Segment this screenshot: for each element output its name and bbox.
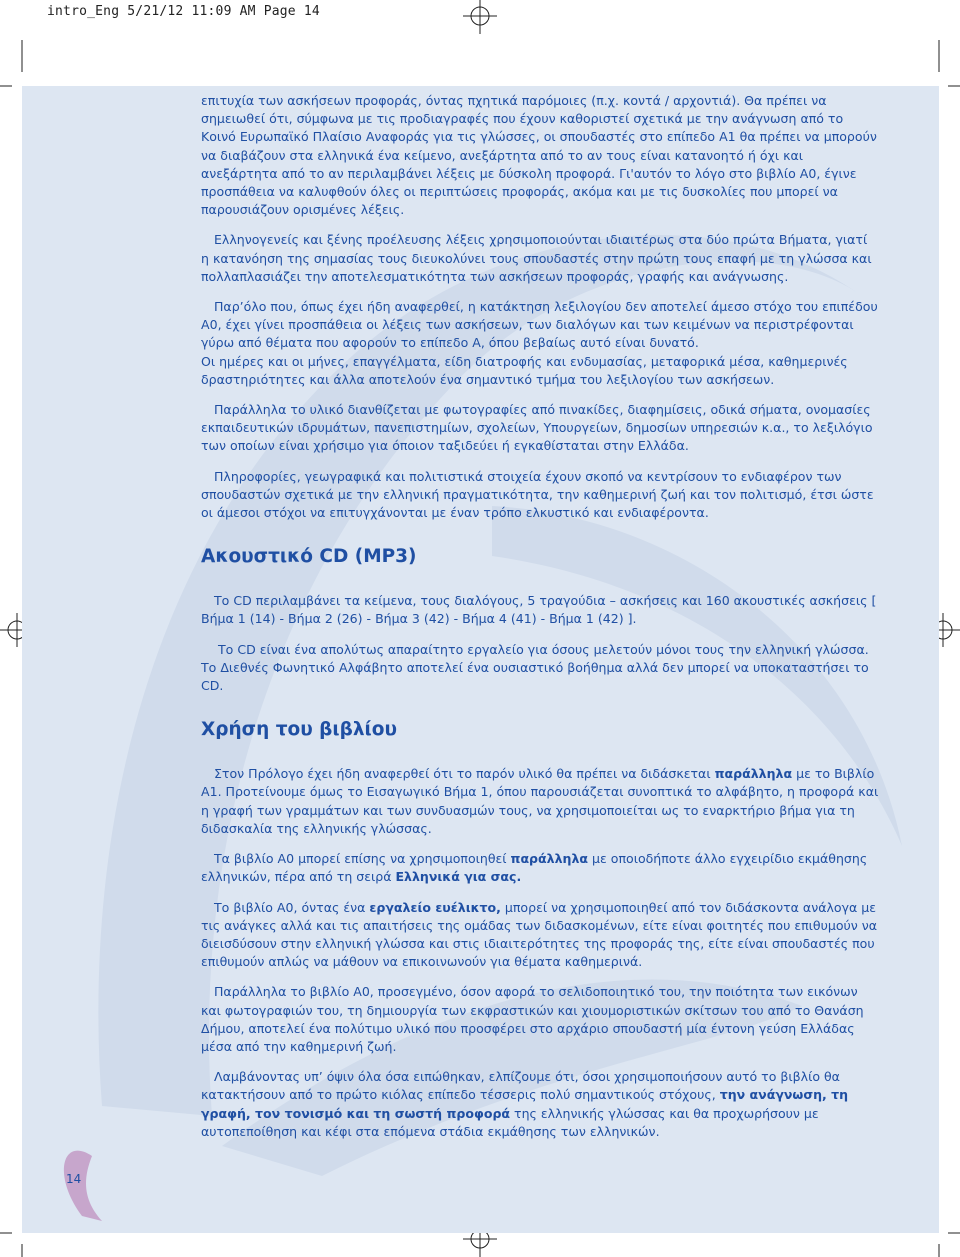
paragraph-cd-importance: Το CD είναι ένα απολύτως απαραίτητο εργαλείο για όσους μελετούν μόνοι τους την ελληνική γλώσσα. Το Διεθνές Φωνητικό Αλφάβητο αποτελεί ένα ουσιαστικό βοήθημα αλλά δεν μπορεί να υποκαταστήσει το CD. xyxy=(201,641,869,694)
heading-audio-cd: Ακουστικό CD (MP3) xyxy=(201,546,417,568)
body-text xyxy=(201,92,879,1153)
paragraph-usage-1: Στον Πρόλογο έχει ήδη αναφερθεί ότι το παρόν υλικό θα πρέπει να διδάσκεται παράλληλα με το Βιβλίο Α1. Προτείνουμε όμως το Εισαγωγικό Βήμα 1, όπου παρουσιάζεται συνοπτικά το αλφάβητο, η προφορά και η γραφή των γραμμάτων και των συνδυασμών τους, να χρησιμοποιείται ως το εναρκτήριο βήμα για τη διδασκαλία της ελληνικής γλώσσας. xyxy=(201,766,879,836)
print-slug: intro_Eng 5/21/12 11:09 AM Page 14 xyxy=(47,4,320,19)
paragraph-vocabulary: Παρ’όλο που, όπως έχει ήδη αναφερθεί, η κατάκτηση λεξιλογίου δεν αποτελεί άμεσο στόχο του επιπέδου Α0, έχει γίνει προσπάθεια οι λέξεις των ασκήσεων, των διαλόγων και των κειμένων να περιστρέφονται γύρω από θέματα που αφορούν το επίπεδο Α, όπου βεβαίως αυτό είναι δυνατό. xyxy=(201,299,878,351)
paragraph-photos: Παράλληλα το υλικό διανθίζεται με φωτογραφίες από πινακίδες, διαφημίσεις, οδικά σήματα, ονομασίες εκπαιδευτικών ιδρυμάτων, πανεπιστημίων, σχολείων, Υπουργείων, δημοσίων υπηρεσιών κ.α., το λεξιλόγιο των οποίων είναι χρήσιμο για όποιον ταξιδεύει ή εγκαθίσταται στην Ελλάδα. xyxy=(201,402,873,454)
paragraph-cd-contents: Το CD περιλαμβάνει τα κείμενα, τους διαλόγους, 5 τραγούδια – ασκήσεις και 160 ακουστικές ασκήσεις [ Βήμα 1 (14) - Βήμα 2 (26) - Βήμα 3 (42) - Βήμα 4 (41) - Βήμα 1 (42) ]. xyxy=(201,593,877,627)
paragraph-culture: Πληροφορίες, γεωγραφικά και πολιτιστικά στοιχεία έχουν σκοπό να κεντρίσουν το ενδιαφέρον των σπουδαστών σχετικά με την ελληνική πραγματικότητα, την καθημερινή ζωή και τον πολιτισμό, έτσι ώστε οι άμεσοι στόχοι να επιτυγχάνονται με έναν τρόπο ελκυστικό και ενδιαφέροντα. xyxy=(201,468,874,521)
paragraph-usage-3: Το βιβλίο Α0, όντας ένα εργαλείο ευέλικτο, μπορεί να χρησιμοποιηθεί από τον διδάσκοντα ανάλογα με τις ανάγκες αλλά και τις απαιτήσεις της ομάδας των διδασκομένων, είτε είναι φοιτητές που επιθυμούν να διεισδύσουν στην ελληνική γλώσσα και στις ιδιαιτερότητες της προφοράς της, είτε είναι σπουδαστές που επιθυμούν απλώς να μάθουν να επικοινωνούν για θέματα καθημερινά. xyxy=(201,899,878,970)
paragraph-vocabulary-topics: Οι ημέρες και οι μήνες, επαγγέλματα, είδη διατροφής και ενδυμασίας, μεταφορικά μέσα, καθημερινές δραστηριότητες και άλλα αποτελούν ένα σημαντικό τμήμα του λεξιλογίου των ασκήσεων. xyxy=(201,353,848,387)
paragraph-usage-5: Λαμβάνοντας υπ’ όψιν όλα όσα ειπώθηκαν, ελπίζουμε ότι, όσοι χρησιμοποιήσουν αυτό το βιβλίο θα κατακτήσουν από το πρώτο κιόλας επίπεδο τέσσερις πολύ σημαντικούς στόχους, την ανάγνωση, τη γραφή, τον τονισμό και τη σωστή προφορά της ελληνικής γλώσσας και θα προχωρήσουν με αυτοπεποίθηση και κέφι στα επόμενα στάδια εκμάθησης των ελληνικών. xyxy=(201,1069,849,1139)
heading-book-usage: Χρήση του βιβλίου xyxy=(201,719,397,741)
paragraph-usage-2: Τα βιβλίο Α0 μπορεί επίσης να χρησιμοποιηθεί παράλληλα με οποιοδήποτε άλλο εγχειρίδιο εκμάθησης ελληνικών, πέρα από τη σειρά Ελληνικά για σας. xyxy=(201,851,868,885)
paragraph-usage-4: Παράλληλα το βιβλίο Α0, προσεγμένο, όσον αφορά το σελιδοποιητικό του, την ποιότητα των εικόνων και φωτογραφιών του, τη δημιουργία των εκφραστικών και χιουμοριστικών σκίτσων του από το Θανάση Δήμου, αποτελεί ένα πολύτιμο υλικό που προσφέρει στο αρχάριο σπουδαστή μία έντονη γεύση Ελλάδας μέσα από την καθημερινή ζωή. xyxy=(201,984,864,1054)
paragraph-loanwords: Ελληνογενείς και ξένης προέλευσης λέξεις χρησιμοποιούνται ιδιαιτέρως στα δύο πρώτα Βήματα, γιατί η κατανόηση της σημασίας τους διευκολύνει τους σπουδαστές στην πρώτη τους επαφή με τη γλώσσα και πολλαπλασιάζει την αποτελεσματικότητα των ασκήσεων προφοράς, γραφής και ανάγνωσης. xyxy=(201,232,872,284)
paragraph-pronunciation: επιτυχία των ασκήσεων προφοράς, όντας πχητικά παρόμοιες (π.χ. κοντά / αρχοντιά). Θα πρέπει να σημειωθεί ότι, σύμφωνα με τις προδιαγραφές που έχουν καθοριστεί σχετικά με την ανάγνωση από το Κοινό Ευρωπαϊκό Πλαίσιο Αναφοράς για τις γλώσσες, οι σπουδαστές στο επίπεδο Α1 θα πρέπει να μπορούν να διαβάζουν στα ελληνικά ένα κείμενο, ανεξάρτητα από το αν τους είναι κατανοητό ή όχι και ανεξάρτητα από το αν περιλαμβάνει λέξεις με δύσκολη προφορά. Γι'αυτόν το λόγο στο βιβλίο Α0, έγινε προσπάθεια να καλυφθούν όλες οι περιπτώσεις προφοράς, ακόμα και με τις δυσκολίες που μπορεί να παρουσιάζουν ορισμένες λέξεις. xyxy=(201,93,877,218)
page-number: 14 xyxy=(66,1172,82,1186)
